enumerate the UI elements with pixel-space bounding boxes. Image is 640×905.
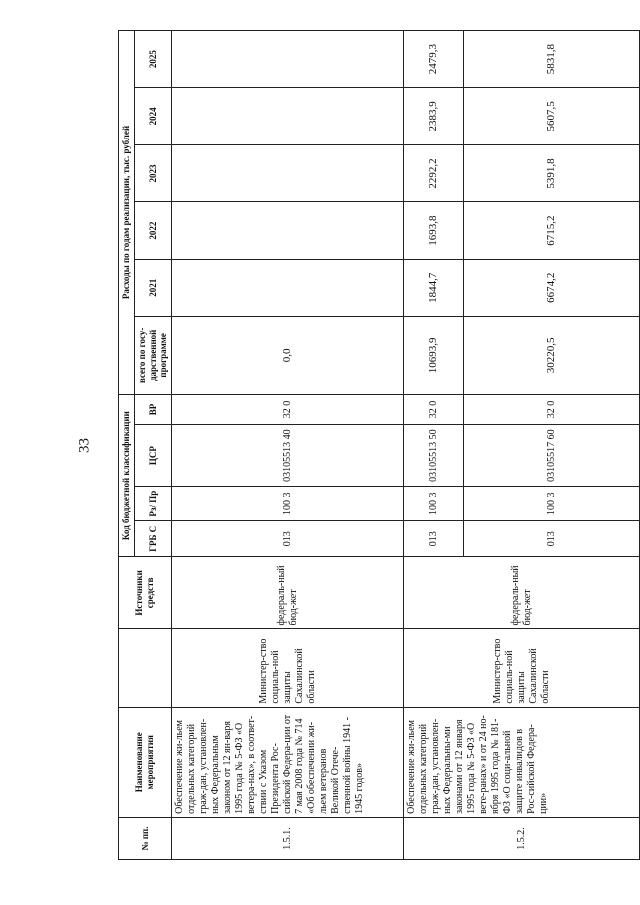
header-year-2024: 2024	[134, 88, 171, 145]
header-budget-code: Код бюджетной классификации	[119, 394, 135, 556]
header-csr: ЦСР	[134, 425, 171, 487]
header-year-2025: 2025	[134, 31, 171, 88]
row-2022: 6715,2	[464, 202, 640, 259]
page-number: 33	[76, 438, 93, 453]
header-expenses: Расходы по годам реализации, тыс. рублей	[119, 31, 135, 395]
row-rzpr: 100 3	[464, 487, 640, 521]
row-executor: Министер-ство социаль-ной защиты Сахалинской области	[172, 629, 404, 707]
row-2021: 1844,7	[404, 259, 464, 316]
row-total: 30220,5	[464, 316, 640, 394]
row-vr: 32 0	[172, 394, 404, 424]
row-executor: Министер-ство социаль-ной защиты Сахалинской области	[404, 629, 640, 707]
row-2023: 5391,8	[464, 145, 640, 202]
row-2025	[172, 31, 404, 88]
header-year-2022: 2022	[134, 202, 171, 259]
row-total: 10693,9	[404, 316, 464, 394]
row-2025: 5831,8	[464, 31, 640, 88]
header-year-2021: 2021	[134, 259, 171, 316]
row-no: 1.5.2.	[404, 817, 640, 859]
row-2024	[172, 88, 404, 145]
header-total: всего по госу-дарственной программе	[134, 316, 171, 394]
row-2024: 2383,9	[404, 88, 464, 145]
header-rzpr: Рз/ Пр	[134, 487, 171, 521]
row-vr: 32 0	[464, 394, 640, 424]
header-year-2023: 2023	[134, 145, 171, 202]
row-total: 0,0	[172, 316, 404, 394]
row-2023	[172, 145, 404, 202]
row-2025: 2479,3	[404, 31, 464, 88]
row-csr: 03105513 50	[404, 425, 464, 487]
row-name: Обеспечение жи-льем отдельных категорий граж-дан, установлен-ных Федеральным законом от 12 ян-варя 1995 года № 5-ФЗ «О ветера-нах», в соответ-ствии с Указом Президента Рос-сийской Федера-ции от 7 мая 2008 года № 714 «Об обеспечении жи-льем ветеранов Великой Отече-ственной войны 1941 - 1945 годов»	[172, 707, 404, 817]
row-name: Обеспечение жи-льем отдельных категорий граж-дан, установлен-ных Федеральны-ми законами от 12 января 1995 года № 5-ФЗ «О вете-ранах» и от 24 но-ября 1995 года № 181-ФЗ «О соци-альной защите инвалидов в Рос-сийской Федера-ции»	[404, 707, 640, 817]
header-name: Наименование мероприятия	[119, 707, 172, 817]
program-table	[118, 30, 640, 860]
header-grbs: ГРБ С	[134, 521, 171, 557]
row-rzpr: 100 3	[172, 487, 404, 521]
row-2024: 5607,5	[464, 88, 640, 145]
row-grbs: 013	[404, 521, 464, 557]
row-csr: 03105517 60	[464, 425, 640, 487]
table-row	[404, 31, 464, 860]
header-executor	[119, 629, 172, 707]
row-source: федераль-ный бюд-жет	[404, 557, 640, 629]
row-grbs: 013	[172, 521, 404, 557]
row-grbs: 013	[464, 521, 640, 557]
row-vr: 32 0	[404, 394, 464, 424]
row-no: 1.5.1.	[172, 817, 404, 859]
row-2022: 1693,8	[404, 202, 464, 259]
row-2021: 6674,2	[464, 259, 640, 316]
header-vr: ВР	[134, 394, 171, 424]
table-row	[172, 31, 404, 860]
header-no: № пп.	[119, 817, 172, 859]
header-source: Источники средств	[119, 557, 172, 629]
document-sheet	[118, 30, 638, 860]
row-rzpr: 100 3	[404, 487, 464, 521]
row-csr: 03105513 40	[172, 425, 404, 487]
row-2021	[172, 259, 404, 316]
row-source: федераль-ный бюд-жет	[172, 557, 404, 629]
row-2022	[172, 202, 404, 259]
row-2023: 2292,2	[404, 145, 464, 202]
